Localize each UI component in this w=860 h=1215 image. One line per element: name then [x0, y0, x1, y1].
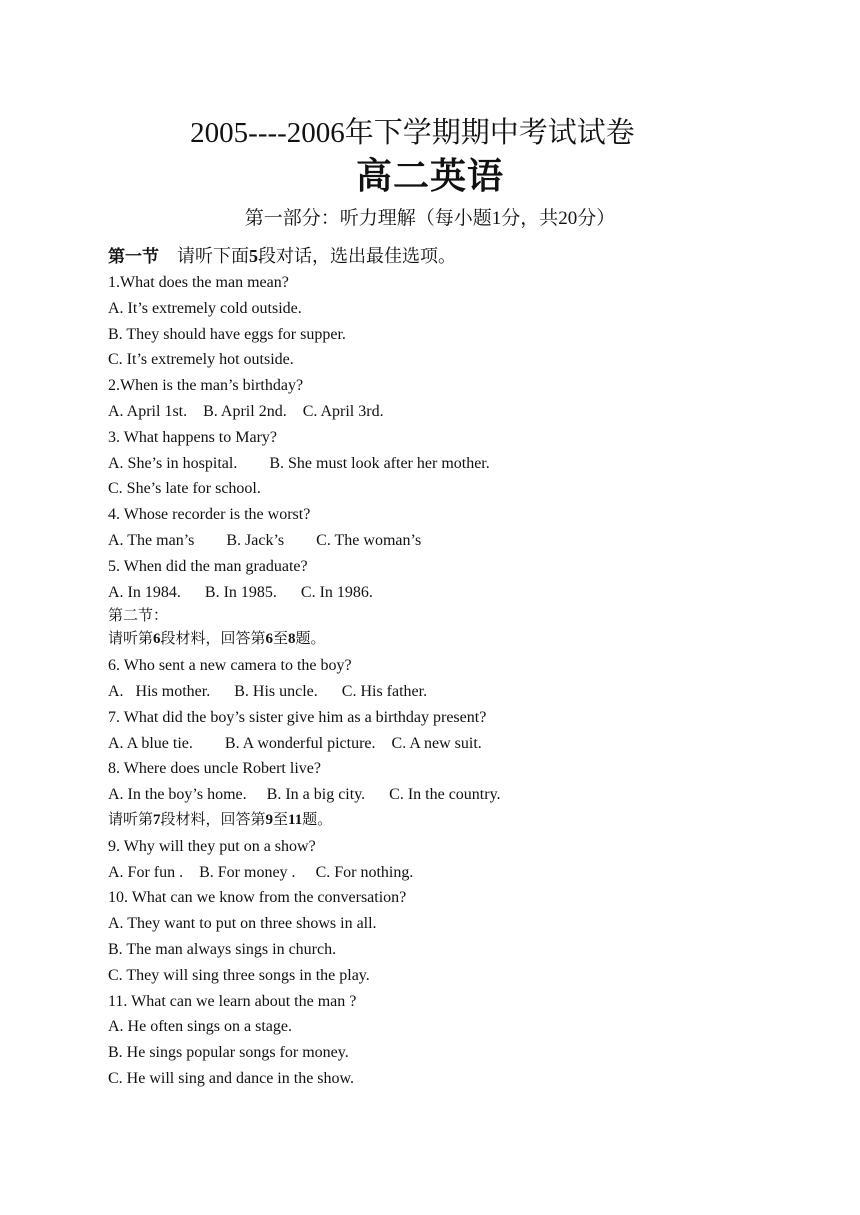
instr-6-num2: 6 [265, 631, 274, 648]
instr-6-num3: 8 [288, 631, 296, 648]
section-1-instruction-pre: 请听下面 [177, 246, 249, 266]
instr-6-mid2: 至 [273, 631, 289, 648]
question-1: 1.What does the man mean? [108, 274, 289, 291]
question-3-option-a: A. She’s in hospital. [108, 454, 238, 472]
question-4: 4. Whose recorder is the worst? [108, 506, 311, 524]
instr-6-post: 题。 [295, 631, 326, 648]
instr-7-num2: 9 [265, 811, 274, 828]
question-9-options [108, 860, 828, 886]
instr-6-pre: 请听第 [108, 631, 154, 648]
question-11-option-c: C. He will sing and dance in the show. [108, 1069, 355, 1087]
question-2-options [108, 399, 828, 425]
question-5-option-c: C. In 1986. [300, 583, 373, 601]
question-11: 11. What can we learn about the man ? [108, 992, 357, 1010]
instr-7-pre: 请听第 [108, 811, 154, 828]
instr-7-mid2: 至 [273, 811, 289, 828]
instr-7-post: 题。 [302, 811, 333, 828]
section-2-label: 第二节： [108, 608, 169, 625]
instruction-7 [108, 808, 828, 834]
part-heading: 第一部分：听力理解（每小题1分，共20分） [244, 208, 616, 229]
question-10-option-c: C. They will sing three songs in the play. [108, 966, 370, 984]
question-8-option-a: A. In the boy’s home. [108, 786, 247, 804]
question-9-option-b: B. For money . [199, 863, 296, 881]
question-2-option-b: B. April 2nd. [203, 402, 287, 420]
question-3-options [108, 451, 828, 477]
question-4-option-b: B. Jack’s [226, 531, 285, 549]
question-9: 9. Why will they put on a show? [108, 837, 316, 855]
question-2: 2.When is the man’s birthday? [108, 377, 304, 395]
question-9-option-a: A. For fun . [108, 863, 184, 881]
question-1-option-c: C. It’s extremely hot outside. [108, 351, 294, 369]
question-8-option-c: C. In the country. [389, 786, 501, 804]
section-1-heading [108, 242, 828, 270]
question-6: 6. Who sent a new camera to the boy? [108, 657, 352, 675]
question-4-options [108, 528, 828, 554]
question-7-option-c: C. A new suit. [391, 734, 482, 752]
question-10-option-b: B. The man always sings in church. [108, 940, 337, 958]
question-11-option-a: A. He often sings on a stage. [108, 1018, 292, 1036]
listening-section [108, 242, 828, 1092]
subject-title: 高二英语 [355, 156, 504, 197]
question-7-options [108, 731, 828, 757]
section-1-instruction-post: 段对话，选出最佳选项。 [258, 246, 456, 266]
instr-6-num1: 6 [153, 631, 161, 648]
question-7: 7. What did the boy’s sister give him as a birthday present? [108, 708, 487, 726]
section-1-label: 第一节 [108, 247, 159, 267]
question-5-option-a: A. In 1984. [108, 583, 181, 601]
question-6-option-a: A. His mother. [108, 682, 211, 700]
instruction-6 [108, 627, 828, 653]
question-5: 5. When did the man graduate? [108, 557, 308, 575]
question-4-option-c: C. The woman’s [316, 531, 422, 549]
question-10: 10. What can we know from the conversation? [108, 889, 407, 907]
question-8: 8. Where does uncle Robert live? [108, 760, 321, 778]
section-1-instruction-num: 5 [249, 246, 258, 266]
question-11-option-b: B. He sings popular songs for money. [108, 1044, 349, 1062]
question-3-option-b: B. She must look after her mother. [269, 454, 490, 472]
question-2-option-c: C. April 3rd. [302, 402, 384, 420]
question-5-option-b: B. In 1985. [204, 583, 277, 601]
question-7-option-a: A. A blue tie. [108, 734, 193, 752]
instr-7-mid1: 段材料，回答第 [160, 811, 266, 828]
question-2-option-a: A. April 1st. [108, 402, 188, 420]
question-10-option-a: A. They want to put on three shows in all. [108, 915, 377, 933]
question-4-option-a: A. The man’s [108, 531, 195, 549]
question-8-option-b: B. In a big city. [266, 786, 366, 804]
question-1-option-b: B. They should have eggs for supper. [108, 325, 346, 343]
instr-7-num1: 7 [153, 811, 161, 828]
instr-7-num3: 11 [288, 811, 303, 828]
question-6-options [108, 679, 828, 705]
question-3: 3. What happens to Mary? [108, 428, 277, 446]
question-6-option-b: B. His uncle. [234, 682, 318, 700]
exam-title: 2005----2006年下学期期中考试试卷 [190, 117, 635, 149]
question-9-option-c: C. For nothing. [315, 863, 414, 881]
question-5-options [108, 580, 828, 606]
question-8-options [108, 782, 828, 808]
instr-6-mid1: 段材料，回答第 [160, 631, 266, 648]
question-1-option-a: A. It’s extremely cold outside. [108, 299, 302, 317]
question-7-option-b: B. A wonderful picture. [224, 734, 376, 752]
question-3-option-c: C. She’s late for school. [108, 480, 261, 498]
question-6-option-c: C. His father. [341, 682, 428, 700]
